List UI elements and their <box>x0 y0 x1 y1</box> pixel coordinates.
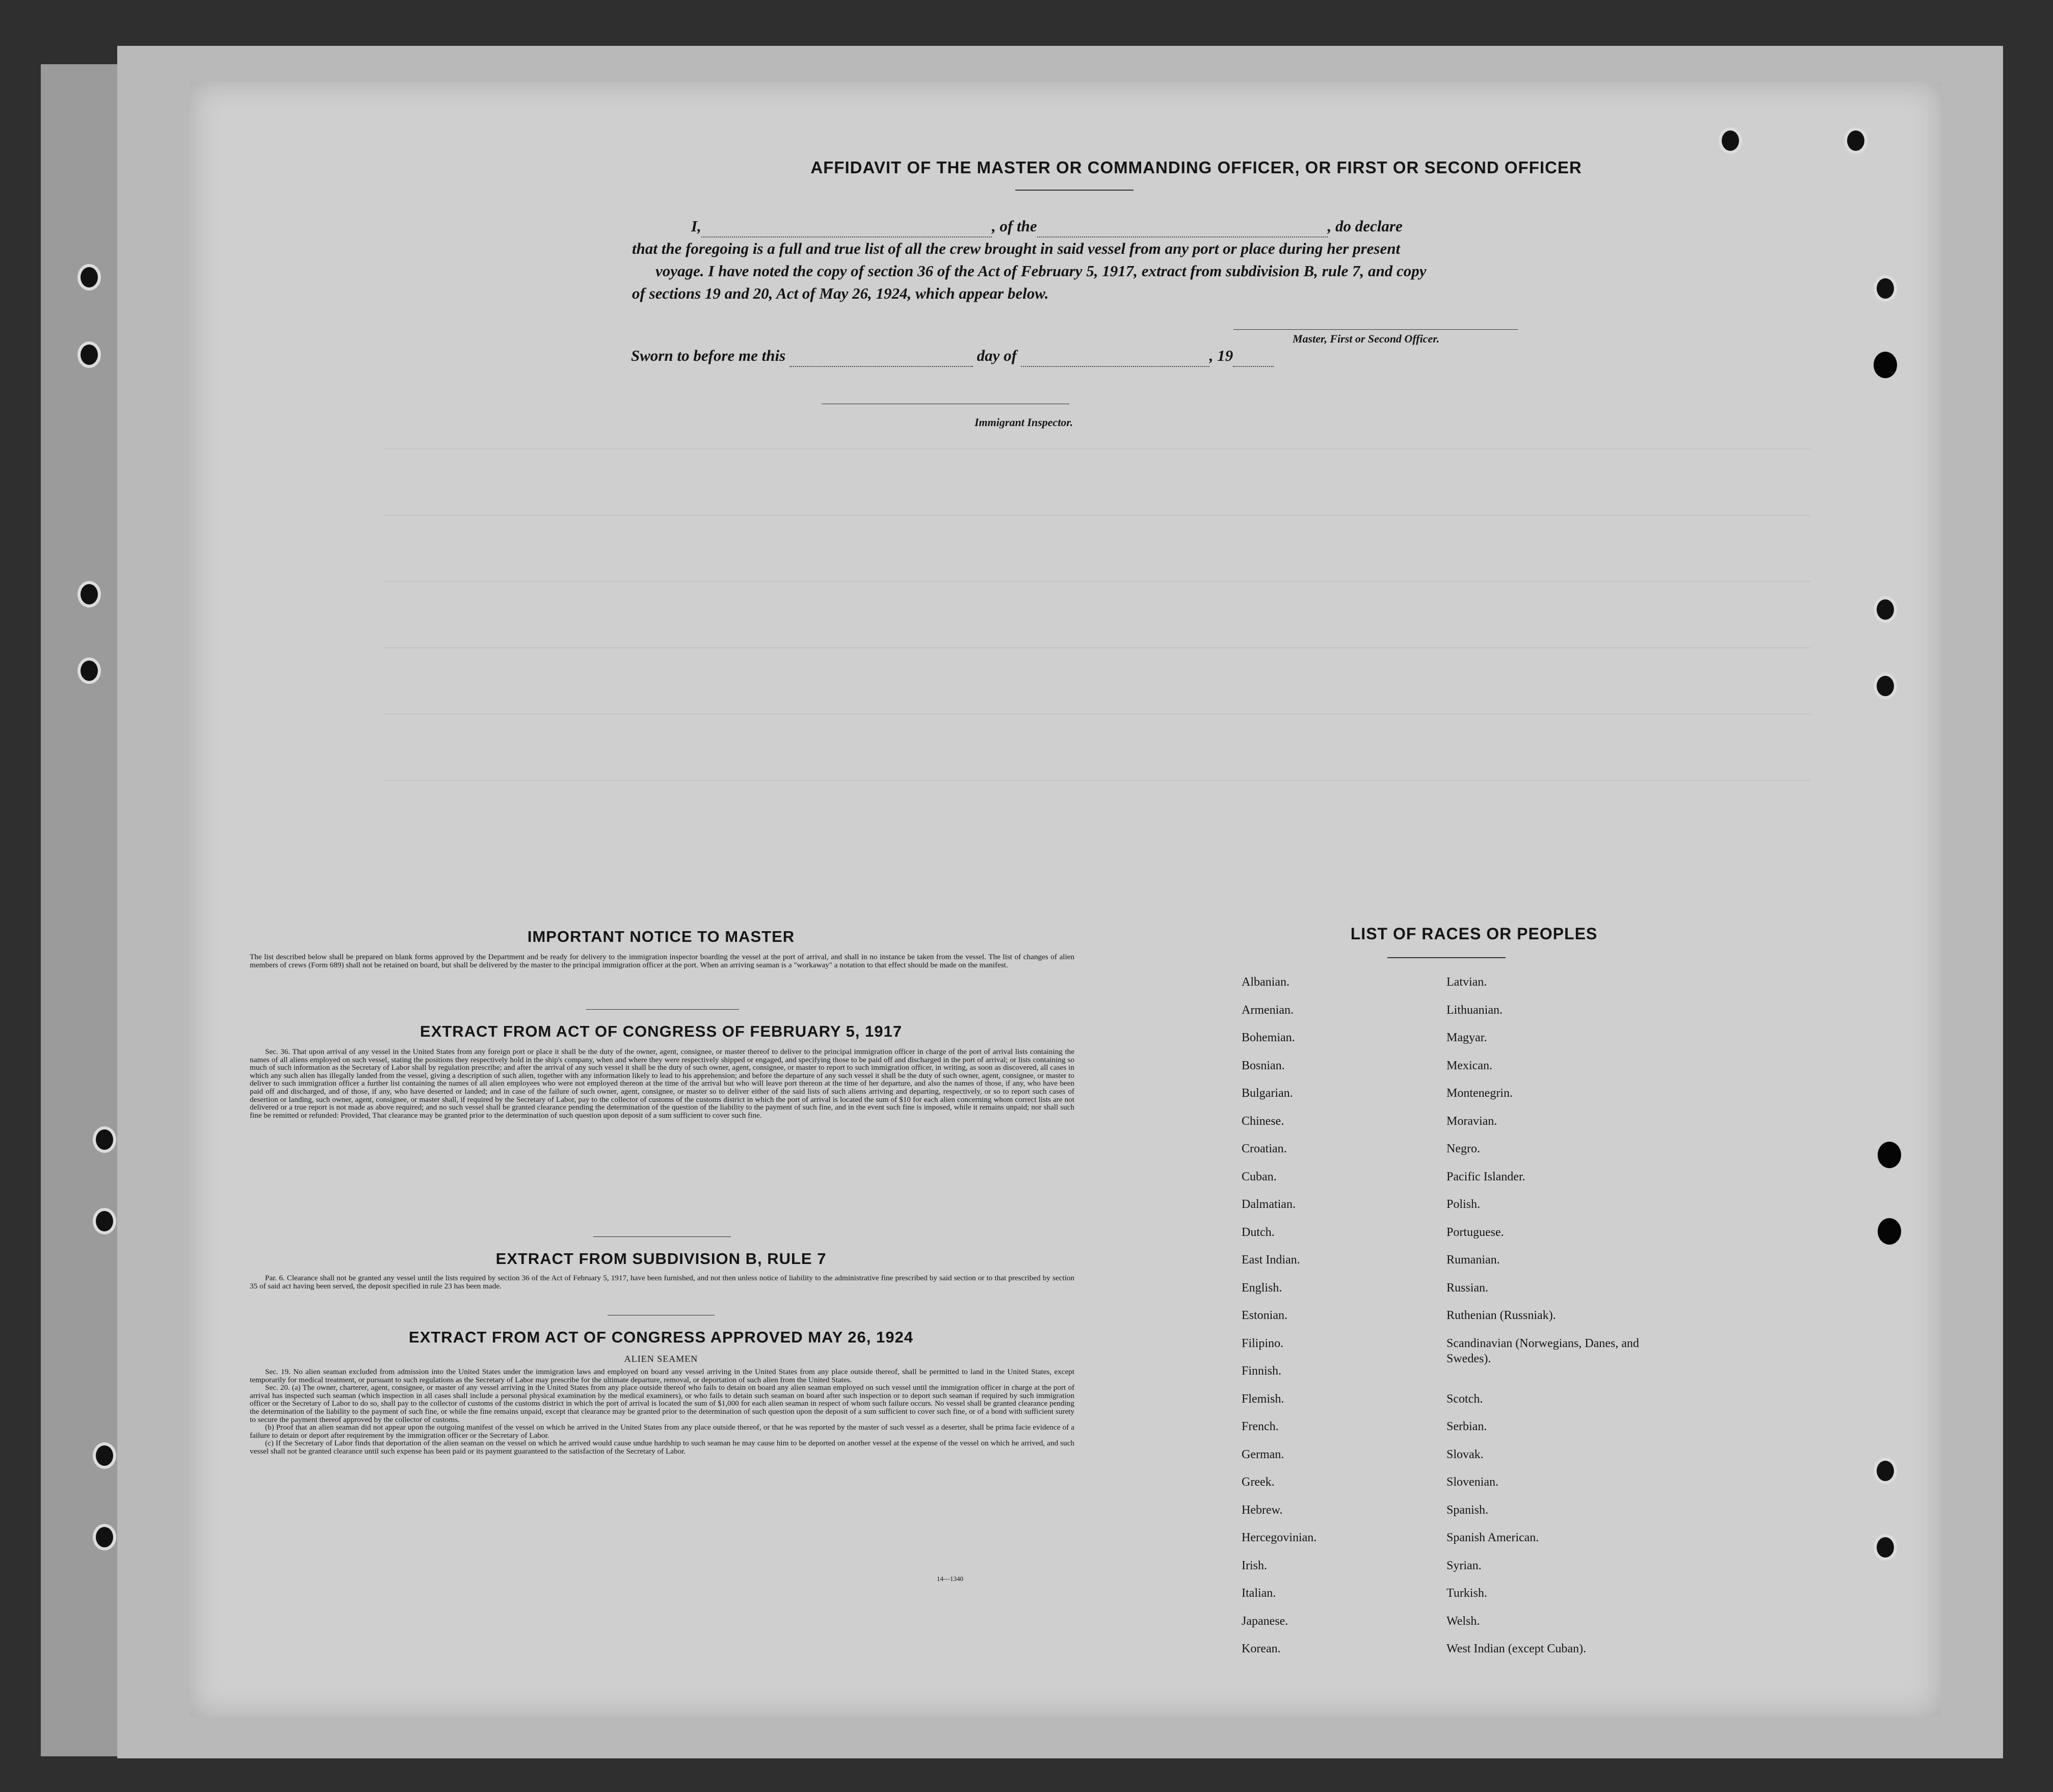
form-number: 14—1340 <box>937 1575 963 1583</box>
binder-hole-icon <box>1719 127 1742 154</box>
binder-hole-icon <box>1878 1218 1901 1245</box>
race-item: Finnish. <box>1242 1364 1282 1378</box>
vessel-label: , of the <box>991 217 1037 235</box>
race-item: Filipino. <box>1242 1336 1284 1350</box>
race-item: Hebrew. <box>1242 1503 1283 1517</box>
extract-rule7-title: EXTRACT FROM SUBDIVISION B, RULE 7 <box>495 1250 827 1268</box>
race-item: Dalmatian. <box>1242 1198 1296 1211</box>
binder-hole-icon <box>1878 1142 1901 1168</box>
race-item: Armenian. <box>1242 1003 1294 1017</box>
race-item: Mexican. <box>1446 1059 1492 1072</box>
binder-hole-icon <box>1874 1534 1897 1561</box>
affidavit-page <box>190 82 1941 1717</box>
declarant-label: I, <box>691 217 701 235</box>
race-item: Slovenian. <box>1446 1475 1498 1489</box>
race-item: German. <box>1242 1447 1284 1461</box>
race-item: Lithuanian. <box>1446 1003 1503 1017</box>
sec-19-text: Sec. 19. No alien seaman excluded from admission into the United States under the immigration laws and employed on board any vessel arriving in the United States from any place outside thereof, shall be permitted to land in the United States, except temporarily for medical treatment, or pursuant to such regulations as the Secretary of Labor may prescribe for the ultimate departure, removal, or deportation of such alien from the United States. <box>250 1367 1074 1384</box>
binder-hole-icon <box>1874 673 1897 699</box>
affidavit-line-1 <box>632 215 1748 238</box>
race-item: Spanish. <box>1446 1503 1489 1517</box>
affidavit-title: AFFIDAVIT OF THE MASTER OR COMMANDING OFFICER, OR FIRST OR SECOND OFFICER <box>810 158 1582 177</box>
race-item: Latvian. <box>1446 976 1487 989</box>
race-item: English. <box>1242 1281 1282 1295</box>
races-title: LIST OF RACES OR PEOPLES <box>1350 925 1598 943</box>
race-item: Croatian. <box>1242 1142 1287 1155</box>
race-item: Irish. <box>1242 1559 1267 1572</box>
race-item: Montenegrin. <box>1446 1087 1513 1100</box>
declare-label: , do declare <box>1327 217 1403 235</box>
binder-hole-icon <box>1874 1458 1897 1484</box>
notice-text: The list described below shall be prepared on blank forms approved by the Department and be ready for delivery to the immigration inspector boarding the vessel at the port of arrival, and shall in no instance be taken from the vessel. The list of changes of alien members of crews (Form 689) shall not be retained on board, but shall be delivered by the master to the principal immigration officer at the port. When an arriving seaman is a "workaway" a notation to that effect should be made on the manifest. <box>250 953 1074 969</box>
extract-1924-body <box>250 1368 1074 1456</box>
race-item: Spanish American. <box>1446 1531 1539 1544</box>
extract-1924-title: EXTRACT FROM ACT OF CONGRESS APPROVED MAY 26, 1924 <box>409 1328 913 1346</box>
sworn-line <box>631 345 1274 367</box>
binder-hole-icon <box>77 581 101 608</box>
bleed-through-area <box>383 449 1810 805</box>
sworn-date-blank <box>789 366 973 367</box>
extract-1917-rule <box>593 1236 731 1237</box>
race-item: Greek. <box>1242 1475 1275 1489</box>
race-item: Portuguese. <box>1446 1225 1504 1239</box>
race-item: Cuban. <box>1242 1170 1277 1183</box>
affidavit-line-4: of sections 19 and 20, Act of May 26, 1924, which appear below. <box>632 284 1049 302</box>
race-item: Ruthenian (Russniak). <box>1446 1309 1556 1322</box>
binder-hole-icon <box>77 657 101 684</box>
race-item: Albanian. <box>1242 976 1289 989</box>
master-caption: Master, First or Second Officer. <box>1293 332 1440 345</box>
race-item: Scotch. <box>1446 1392 1483 1406</box>
sworn-year-blank <box>1233 366 1274 367</box>
race-item: Rumanian. <box>1446 1253 1500 1267</box>
race-item: Magyar. <box>1446 1031 1487 1044</box>
race-item: Bulgarian. <box>1242 1087 1293 1100</box>
sec-20c-text: (c) If the Secretary of Labor finds that deportation of the alien seaman on the vessel on which he arrived would cause undue hardship to such seaman he may cause him to be deported on another vessel at the expense of the vessel on which he arrived, and such vessel shall not be granted clearance until such expense has been paid or its payment guaranteed to the satisfaction of the Secretary of Labor. <box>250 1439 1074 1456</box>
race-item: Italian. <box>1242 1587 1276 1600</box>
binder-hole-icon <box>93 1126 116 1153</box>
race-item: West Indian (except Cuban). <box>1446 1642 1586 1655</box>
race-item: East Indian. <box>1242 1253 1300 1267</box>
extract-1917-text: Sec. 36. That upon arrival of any vessel in the United States from any foreign port or place it shall be the duty of the owner, agent, consignee, or master thereof to deliver to the principal immigration officer in charge of the port of arrival lists containing the names of all aliens employed on such vessel, stating the positions they respectively hold in the ship's company, when and where they were respectively shipped or engaged, and specifying those to be paid off and discharged in the port of arrival; or lists containing so much of such information as the Secretary of Labor shall by regulation prescribe; and after the arrival of any such vessel it shall be the duty of such owner, agent, consignee, or master to report to such immigration officer, in writing, as soon as discovered, all cases in which any such alien has illegally landed from the vessel, giving a description of such alien, together with any information likely to lead to his apprehension; and before the departure of any such vessel it shall be the duty of such owner, agent, consignee, or master to deliver to such immigration officer a further list containing the names of all alien employees who were not employed thereon at the time of the arrival but who will leave port thereon at the time of her departure, and also the names of those, if any, who have been paid off and discharged, and of those, if any, who have deserted or landed; and in case of the failure of such owner, agent, consignee, or master so to deliver either of the said lists of such aliens arriving and departing, respectively, or so to report such cases of desertion or landing, such owner, agent, consignee, or master shall, if required by the Secretary of Labor, pay to the collector of customs of the customs district in which the port of arrival is located the sum of $10 for each alien concerning whom correct lists are not delivered or a true report is not made as above required; and no such vessel shall be granted clearance pending the determination of the question of the liability to the payment of such fine, and in the event such fine is imposed, while it remains unpaid; nor shall such fine be remitted or refunded: Provided, That clearance may be granted prior to the determination of such question upon deposit of a sum sufficient to cover such fine. <box>250 1047 1074 1120</box>
race-item: Estonian. <box>1242 1309 1287 1322</box>
race-item: Turkish. <box>1446 1587 1487 1600</box>
master-signature-line <box>1233 329 1518 330</box>
sec-20b-text: (b) Proof that an alien seaman did not appear upon the outgoing manifest of the vessel on which he arrived in the United States from any place outside thereof, or that he was reported by the master of such vessel as a deserter, shall be prima facie evidence of a failure to detain or deport after requirement by the immigration officer or the Secretary of Labor. <box>250 1423 1074 1440</box>
binder-hole-icon <box>77 341 101 368</box>
binder-hole-icon <box>1874 275 1897 302</box>
extract-rule7-text: Par. 6. Clearance shall not be granted any vessel until the lists required by section 36 of the Act of February 5, 1917, have been furnished, and not then unless notice of liability to the administrative fine prescribed by said section or to that prescribed by section 35 of said act having been served, the deposit specified in rule 23 has been made. <box>250 1274 1074 1290</box>
race-item: Russian. <box>1446 1281 1489 1295</box>
affidavit-line-3: voyage. I have noted the copy of section 36 of the Act of February 5, 1917, extract from subdivision B, rule 7, and copy <box>655 262 1427 280</box>
race-item: Korean. <box>1242 1642 1281 1655</box>
binder-hole-icon <box>1844 127 1867 154</box>
race-item: Hercegovinian. <box>1242 1531 1317 1544</box>
title-rule <box>1015 190 1134 191</box>
race-item: Flemish. <box>1242 1392 1284 1406</box>
day-of-label: day of <box>977 347 1017 364</box>
notice-rule <box>586 1009 739 1010</box>
race-item: Dutch. <box>1242 1225 1275 1239</box>
sworn-month-blank <box>1021 366 1209 367</box>
race-item: Bohemian. <box>1242 1031 1295 1044</box>
binder-hole-icon <box>1874 596 1897 623</box>
inspector-caption: Immigrant Inspector. <box>975 416 1073 429</box>
year-label: , 19 <box>1209 347 1233 364</box>
race-item: Bosnian. <box>1242 1059 1285 1072</box>
race-item: Pacific Islander. <box>1446 1170 1525 1183</box>
binder-hole-icon <box>93 1442 116 1469</box>
races-left-column <box>1242 968 1435 1663</box>
race-item: Japanese. <box>1242 1614 1288 1628</box>
affidavit-statement <box>632 215 1748 305</box>
race-item: Moravian. <box>1446 1114 1497 1128</box>
race-item: Serbian. <box>1446 1420 1487 1433</box>
binder-hole-icon <box>93 1208 116 1234</box>
race-item: Polish. <box>1446 1198 1481 1211</box>
race-item: Chinese. <box>1242 1114 1284 1128</box>
race-item: French. <box>1242 1420 1279 1433</box>
binder-hole-icon <box>1874 352 1897 378</box>
race-item: Slovak. <box>1446 1447 1484 1461</box>
race-item: Syrian. <box>1446 1559 1482 1572</box>
race-item: Scandinavian (Norwegians, Danes, and Swedes). <box>1446 1336 1639 1365</box>
sworn-label: Sworn to before me this <box>631 347 786 364</box>
affidavit-line-2: that the foregoing is a full and true list of all the crew brought in said vessel from any port or place during her present <box>632 240 1401 257</box>
extract-1917-title: EXTRACT FROM ACT OF CONGRESS OF FEBRUARY 5, 1917 <box>420 1022 902 1040</box>
binder-hole-icon <box>93 1524 116 1550</box>
sec-20a-text: Sec. 20. (a) The owner, charterer, agent, consignee, or master of any vessel arriving in the United States from any place outside thereof who fails to detain on board any alien seaman employed on such vessel until the immigration officer in charge at the port of arrival has inspected such seaman (which inspection in all cases shall include a personal physical examination by the medical examiners), or who fails to detain such seaman on board after such inspection or to deport such seaman if required by such immigration officer or the Secretary of Labor to do so, shall pay to the collector of customs of the customs district in which the port of arrival is located the sum of $1,000 for each alien seaman in respect of whom such failure occurs. No vessel shall be granted clearance pending the determination of the liability to the payment of such fine, or while the fine remains unpaid, except that clearance may be granted prior to the determination of such question upon the deposit of a sum sufficient to cover such fine, or of a bond with sufficient surety to secure the payment thereof approved by the collector of customs. <box>250 1383 1074 1424</box>
races-right-column <box>1446 968 1661 1663</box>
binder-hole-icon <box>77 264 101 291</box>
races-rule <box>1387 957 1506 958</box>
notice-title: IMPORTANT NOTICE TO MASTER <box>527 928 795 945</box>
race-item: Negro. <box>1446 1142 1480 1155</box>
alien-seamen-subtitle: ALIEN SEAMEN <box>624 1354 698 1364</box>
race-item: Welsh. <box>1446 1614 1480 1628</box>
